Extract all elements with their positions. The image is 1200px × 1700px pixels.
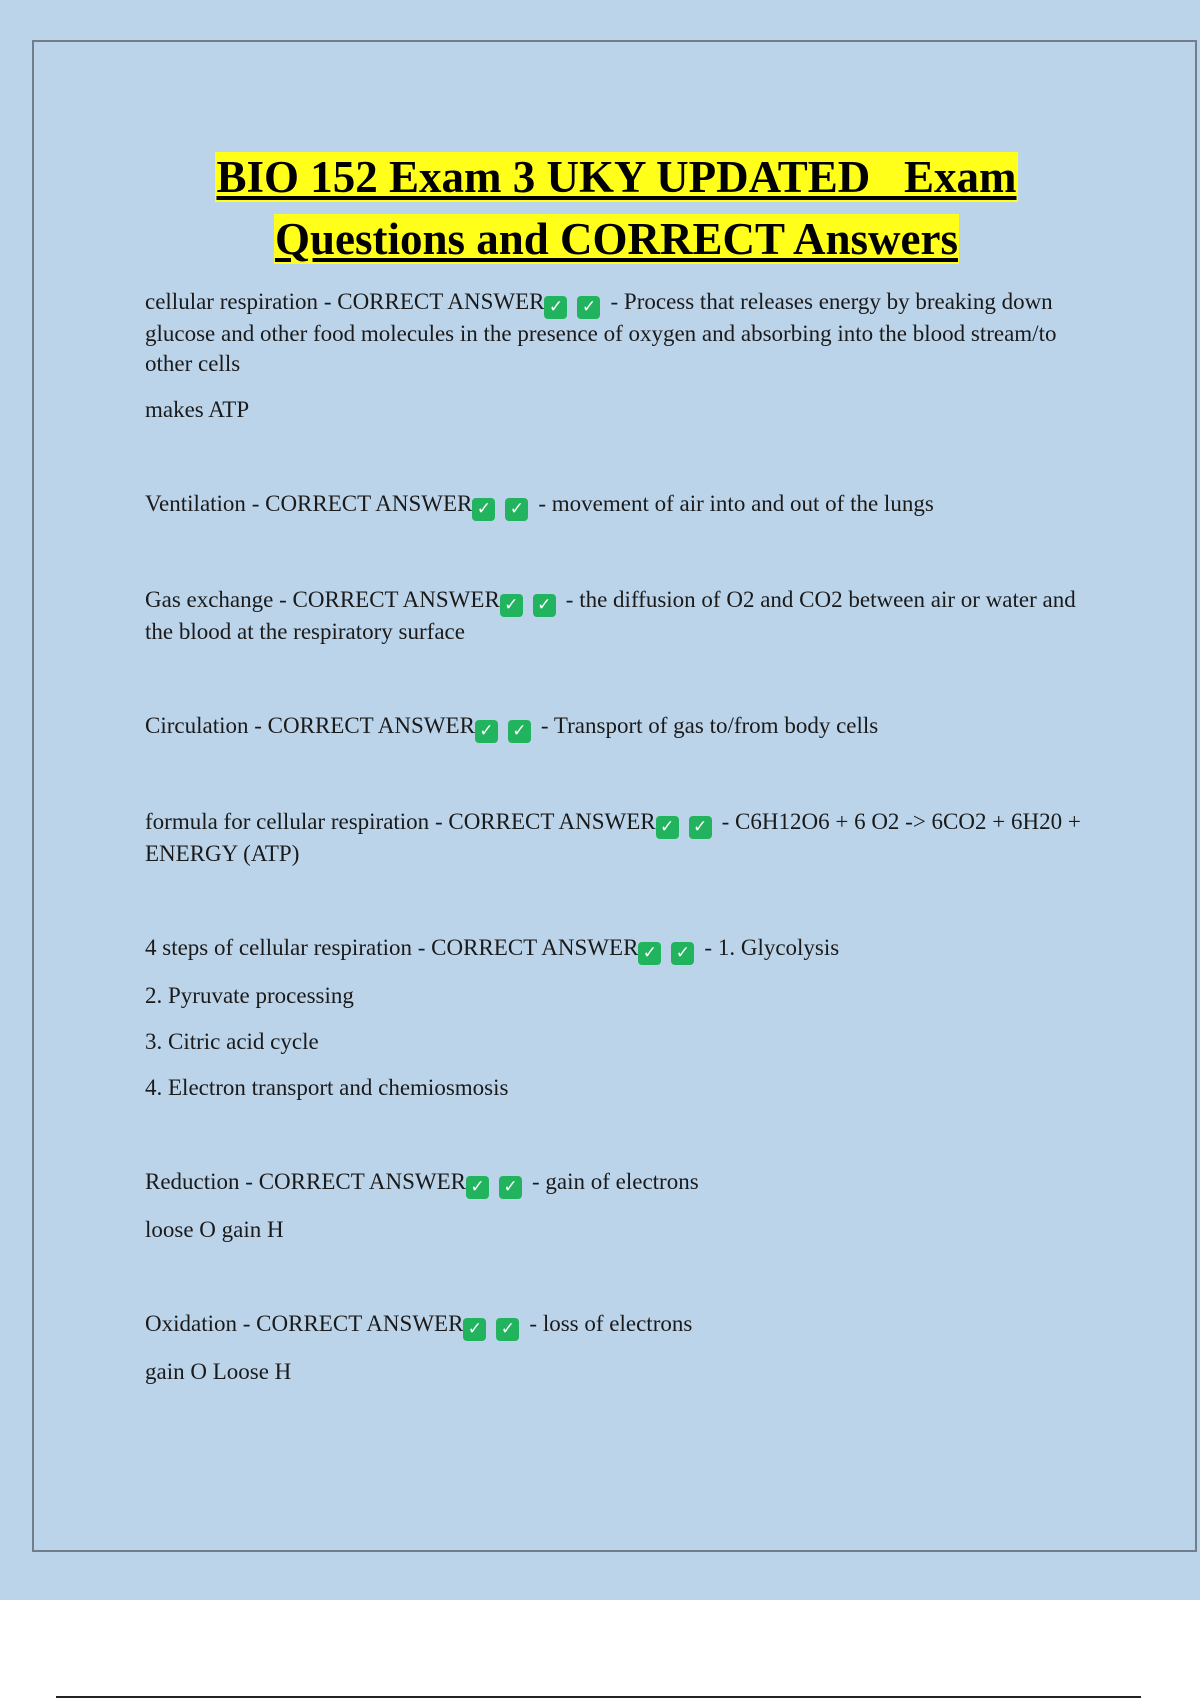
answer: 1. Glycolysis (717, 935, 840, 960)
checkmark-icon: ✓ (496, 1318, 519, 1341)
answer-detail: gain O Loose H (145, 1359, 292, 1384)
qa-line: Reduction - CORRECT ANSWER ✓ ✓ - gain of electrons (145, 1169, 699, 1197)
qa-line: Oxidation - CORRECT ANSWER ✓ ✓ - loss of electrons (145, 1311, 693, 1339)
document-title (0, 146, 1200, 270)
answer: gain of electrons (545, 1169, 699, 1194)
checkmark-icon: ✓ (463, 1318, 486, 1341)
answer: movement of air into and out of the lungs (551, 491, 934, 516)
qa-line: 4 steps of cellular respiration - CORRECT ANSWER ✓ ✓ - 1. Glycolysis (145, 935, 840, 963)
term: 4 steps of cellular respiration (145, 935, 412, 960)
checkmark-icon: ✓ (505, 498, 528, 521)
checkmark-icon: ✓ (671, 942, 694, 965)
checkmark-icon: ✓ (475, 720, 498, 743)
qa-entry (145, 585, 1090, 647)
footer-rule (56, 1696, 1141, 1698)
checkmark-icon: ✓ (499, 1176, 522, 1199)
qa-entry (145, 287, 1090, 425)
answer: C6H12O6 + 6 O2 -> 6CO2 + 6H20 + ENERGY (ATP) (145, 809, 1081, 866)
answer-detail: 2. Pyruvate processing (145, 983, 354, 1008)
correct-answer-label: CORRECT ANSWER (267, 713, 475, 738)
correct-answer-label: CORRECT ANSWER (431, 935, 639, 960)
correct-answer-label: CORRECT ANSWER (265, 491, 473, 516)
term: Ventilation (145, 491, 246, 516)
answer: Transport of gas to/from body cells (553, 713, 879, 738)
checkmark-icon: ✓ (466, 1176, 489, 1199)
qa-line: Gas exchange - CORRECT ANSWER ✓ ✓ - the diffusion of O2 and CO2 between air or water and the blood at the respiratory surface (145, 587, 1076, 644)
qa-entry (145, 489, 1090, 521)
correct-answer-label: CORRECT ANSWER (448, 809, 656, 834)
term: formula for cellular respiration (145, 809, 430, 834)
qa-line: Circulation - CORRECT ANSWER ✓ ✓ - Transport of gas to/from body cells (145, 713, 879, 741)
term: Gas exchange (145, 587, 274, 612)
answer: loss of electrons (542, 1311, 693, 1336)
correct-answer-label: CORRECT ANSWER (256, 1311, 464, 1336)
qa-entry (145, 807, 1090, 869)
correct-answer-label: CORRECT ANSWER (337, 289, 545, 314)
checkmark-icon: ✓ (577, 296, 600, 319)
checkmark-icon: ✓ (500, 594, 523, 617)
term: Circulation (145, 713, 249, 738)
checkmark-icon: ✓ (638, 942, 661, 965)
title-line-2: Questions and CORRECT Answers (274, 214, 959, 264)
checkmark-icon: ✓ (508, 720, 531, 743)
answer-detail: makes ATP (145, 397, 250, 422)
qa-entry (145, 1309, 1090, 1387)
qa-line: Ventilation - CORRECT ANSWER ✓ ✓ - movement of air into and out of the lungs (145, 491, 934, 519)
correct-answer-label: CORRECT ANSWER (292, 587, 500, 612)
qa-entry (145, 711, 1090, 743)
answer: Process that releases energy by breaking down glucose and other food molecules in the presence of oxygen and absorbing into the blood stream/to other cells (145, 289, 1057, 376)
correct-answer-label: CORRECT ANSWER (258, 1169, 466, 1194)
answer-detail: 4. Electron transport and chemiosmosis (145, 1075, 509, 1100)
answer-detail: 3. Citric acid cycle (145, 1029, 319, 1054)
checkmark-icon: ✓ (472, 498, 495, 521)
title-line-1: BIO 152 Exam 3 UKY UPDATED Exam (216, 152, 1017, 202)
term: Oxidation (145, 1311, 237, 1336)
answer: the diffusion of O2 and CO2 between air or water and the blood at the respiratory surface (145, 587, 1076, 644)
qa-line: cellular respiration - CORRECT ANSWER ✓ ✓ - Process that releases energy by breaking down glucose and other food molecules in the presence of oxygen and absorbing into the blood stream/to other cells (145, 289, 1057, 376)
term: Reduction (145, 1169, 240, 1194)
qa-line: formula for cellular respiration - CORRECT ANSWER ✓ ✓ - C6H12O6 + 6 O2 -> 6CO2 + 6H20 + ENERGY (ATP) (145, 809, 1081, 866)
qa-entry (145, 1167, 1090, 1245)
qa-entry (145, 933, 1090, 1103)
checkmark-icon: ✓ (544, 296, 567, 319)
checkmark-icon: ✓ (656, 816, 679, 839)
qa-list (145, 287, 1090, 1451)
checkmark-icon: ✓ (689, 816, 712, 839)
checkmark-icon: ✓ (533, 594, 556, 617)
answer-detail: loose O gain H (145, 1217, 284, 1242)
term: cellular respiration (145, 289, 319, 314)
